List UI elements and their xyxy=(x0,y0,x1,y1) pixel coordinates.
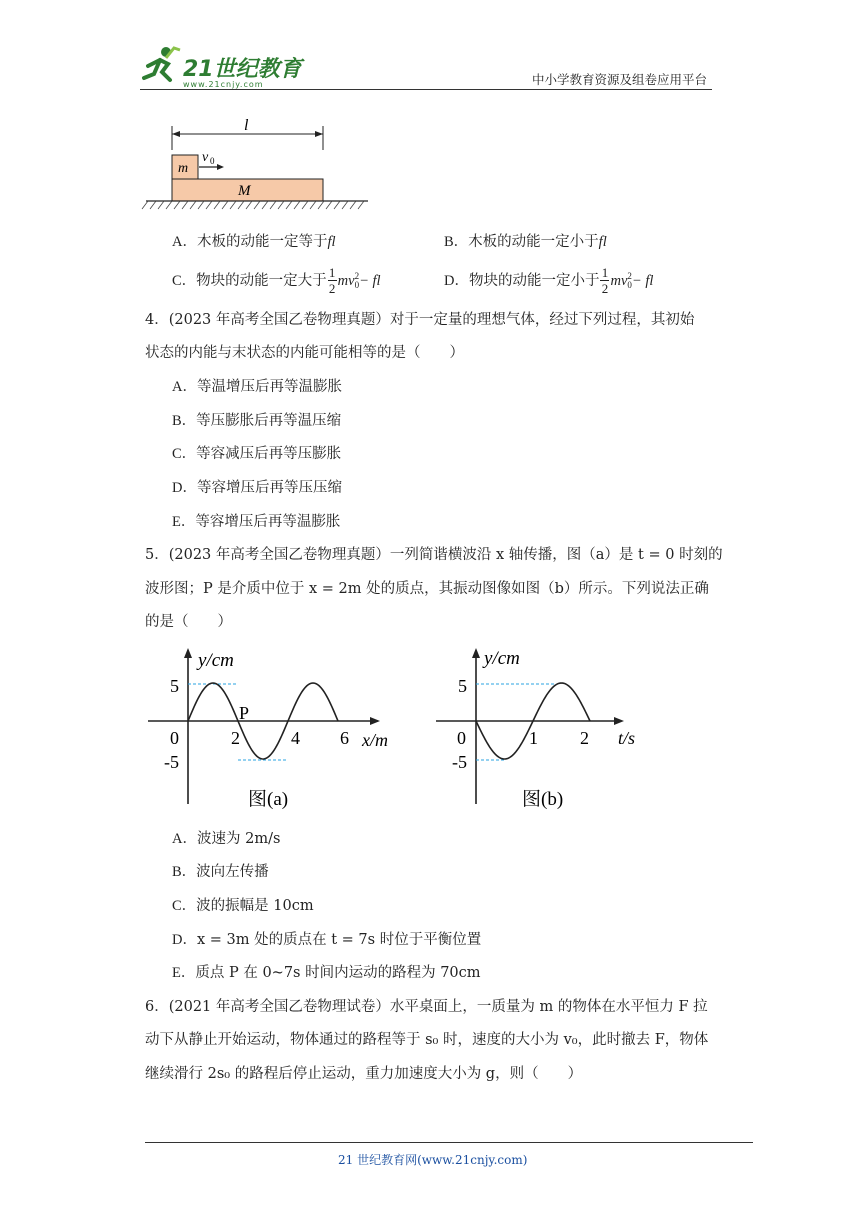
q6-stem-line1: 6．(2021 年高考全国乙卷物理试卷）水平桌面上，一质量为 m 的物体在水平恒力 F 拉 xyxy=(145,999,708,1015)
q5-option-a[interactable]: A．波速为 2m/s xyxy=(172,831,281,847)
svg-text:0: 0 xyxy=(210,156,215,166)
tick-a-2: 2 xyxy=(231,728,240,748)
q4-option-a[interactable]: A．等温增压后再等温膨胀 xyxy=(172,379,342,395)
tick-a-6: 6 xyxy=(340,728,349,748)
tick-b-2: 2 xyxy=(580,728,589,748)
q5-option-c[interactable]: C．波的振幅是 10cm xyxy=(172,898,314,914)
wave-chart-b xyxy=(432,642,642,814)
q4-option-e[interactable]: E．等容增压后再等温膨胀 xyxy=(172,514,341,530)
header xyxy=(0,0,860,95)
platform-name: 中小学教育资源及组卷应用平台 xyxy=(532,72,708,87)
q5-stem-line2: 波形图；P 是介质中位于 x = 2m 处的质点，其振动图像如图（b）所示。下列说法正确 xyxy=(145,581,709,597)
q3-option-d[interactable]: D． 物块的动能一定小于 $\frac{1}{2}$ mv 2 0 − fl xyxy=(444,265,654,296)
fraction-half: $\frac{1}{2}$ xyxy=(328,265,336,296)
wave-chart-a xyxy=(140,642,410,814)
length-label: l xyxy=(244,117,249,134)
tick-a-4: 4 xyxy=(291,728,300,748)
tick-a-yneg5: -5 xyxy=(164,752,179,772)
q5-stem-line3: 的是（ ） xyxy=(145,614,232,630)
q5-stem-line1: 5．(2023 年高考全国乙卷物理真题）一列简谐横波沿 x 轴传播，图（a）是 t = 0 时刻的 xyxy=(145,547,723,563)
q4-option-b[interactable]: B．等压膨胀后再等温压缩 xyxy=(172,413,342,429)
svg-text:m: m xyxy=(178,161,189,176)
tick-b-1: 1 xyxy=(529,728,538,748)
svg-text:v: v xyxy=(202,150,209,165)
footer-divider xyxy=(145,1142,753,1143)
q4-stem-line2: 状态的内能与末状态的内能可能相等的是（ ） xyxy=(145,345,464,361)
point-p-label: P xyxy=(239,703,250,723)
caption-a: 图(a) xyxy=(248,789,289,810)
q4-option-d[interactable]: D．等容增压后再等压压缩 xyxy=(172,480,342,496)
tick-a-0: 0 xyxy=(170,728,179,748)
y-axis-label-a: y/cm xyxy=(198,650,234,671)
y-axis-label-b: y/cm xyxy=(484,648,520,669)
q3-option-c[interactable]: C． 物块的动能一定大于 $\frac{1}{2}$ mv 2 0 − fl xyxy=(172,265,381,296)
header-divider xyxy=(140,89,712,90)
q3-option-a[interactable]: A．木板的动能一定等于fl xyxy=(172,234,336,250)
svg-text:M: M xyxy=(238,183,251,199)
q5-option-d[interactable]: D．x = 3m 处的质点在 t = 7s 时位于平衡位置 xyxy=(172,932,482,948)
caption-b: 图(b) xyxy=(522,789,564,810)
footer-text[interactable]: 21 世纪教育网(www.21cnjy.com) xyxy=(338,1153,528,1167)
q5-option-b[interactable]: B．波向左传播 xyxy=(172,864,269,880)
q5-option-e[interactable]: E．质点 P 在 0~7s 时间内运动的路程为 70cm xyxy=(172,965,481,981)
logo-text: 21世纪教育 xyxy=(183,57,302,82)
q4-stem-line1: 4．(2023 年高考全国乙卷物理真题）对于一定量的理想气体，经过下列过程，其初始 xyxy=(145,312,695,328)
tick-b-y5: 5 xyxy=(458,676,467,696)
tick-b-0: 0 xyxy=(457,728,466,748)
x-axis-label-b: t/s xyxy=(618,728,636,748)
q6-stem-line2: 动下从静止开始运动，物体通过的路程等于 s₀ 时，速度的大小为 v₀，此时撤去 F，物体 xyxy=(145,1032,709,1048)
logo-runner-icon xyxy=(140,44,182,86)
fraction-half: $\frac{1}{2}$ xyxy=(601,265,609,296)
logo-url: www.21cnjy.com xyxy=(183,80,264,89)
tick-a-y5: 5 xyxy=(170,676,179,696)
tick-b-yneg5: -5 xyxy=(452,752,467,772)
block-board-figure xyxy=(140,112,380,218)
q6-stem-line3: 继续滑行 2s₀ 的路程后停止运动，重力加速度大小为 g，则（ ） xyxy=(145,1066,583,1082)
x-axis-label-a: x/m xyxy=(362,730,388,750)
q3-option-b[interactable]: B．木板的动能一定小于fl xyxy=(444,234,607,250)
q4-option-c[interactable]: C．等容减压后再等压膨胀 xyxy=(172,446,342,462)
